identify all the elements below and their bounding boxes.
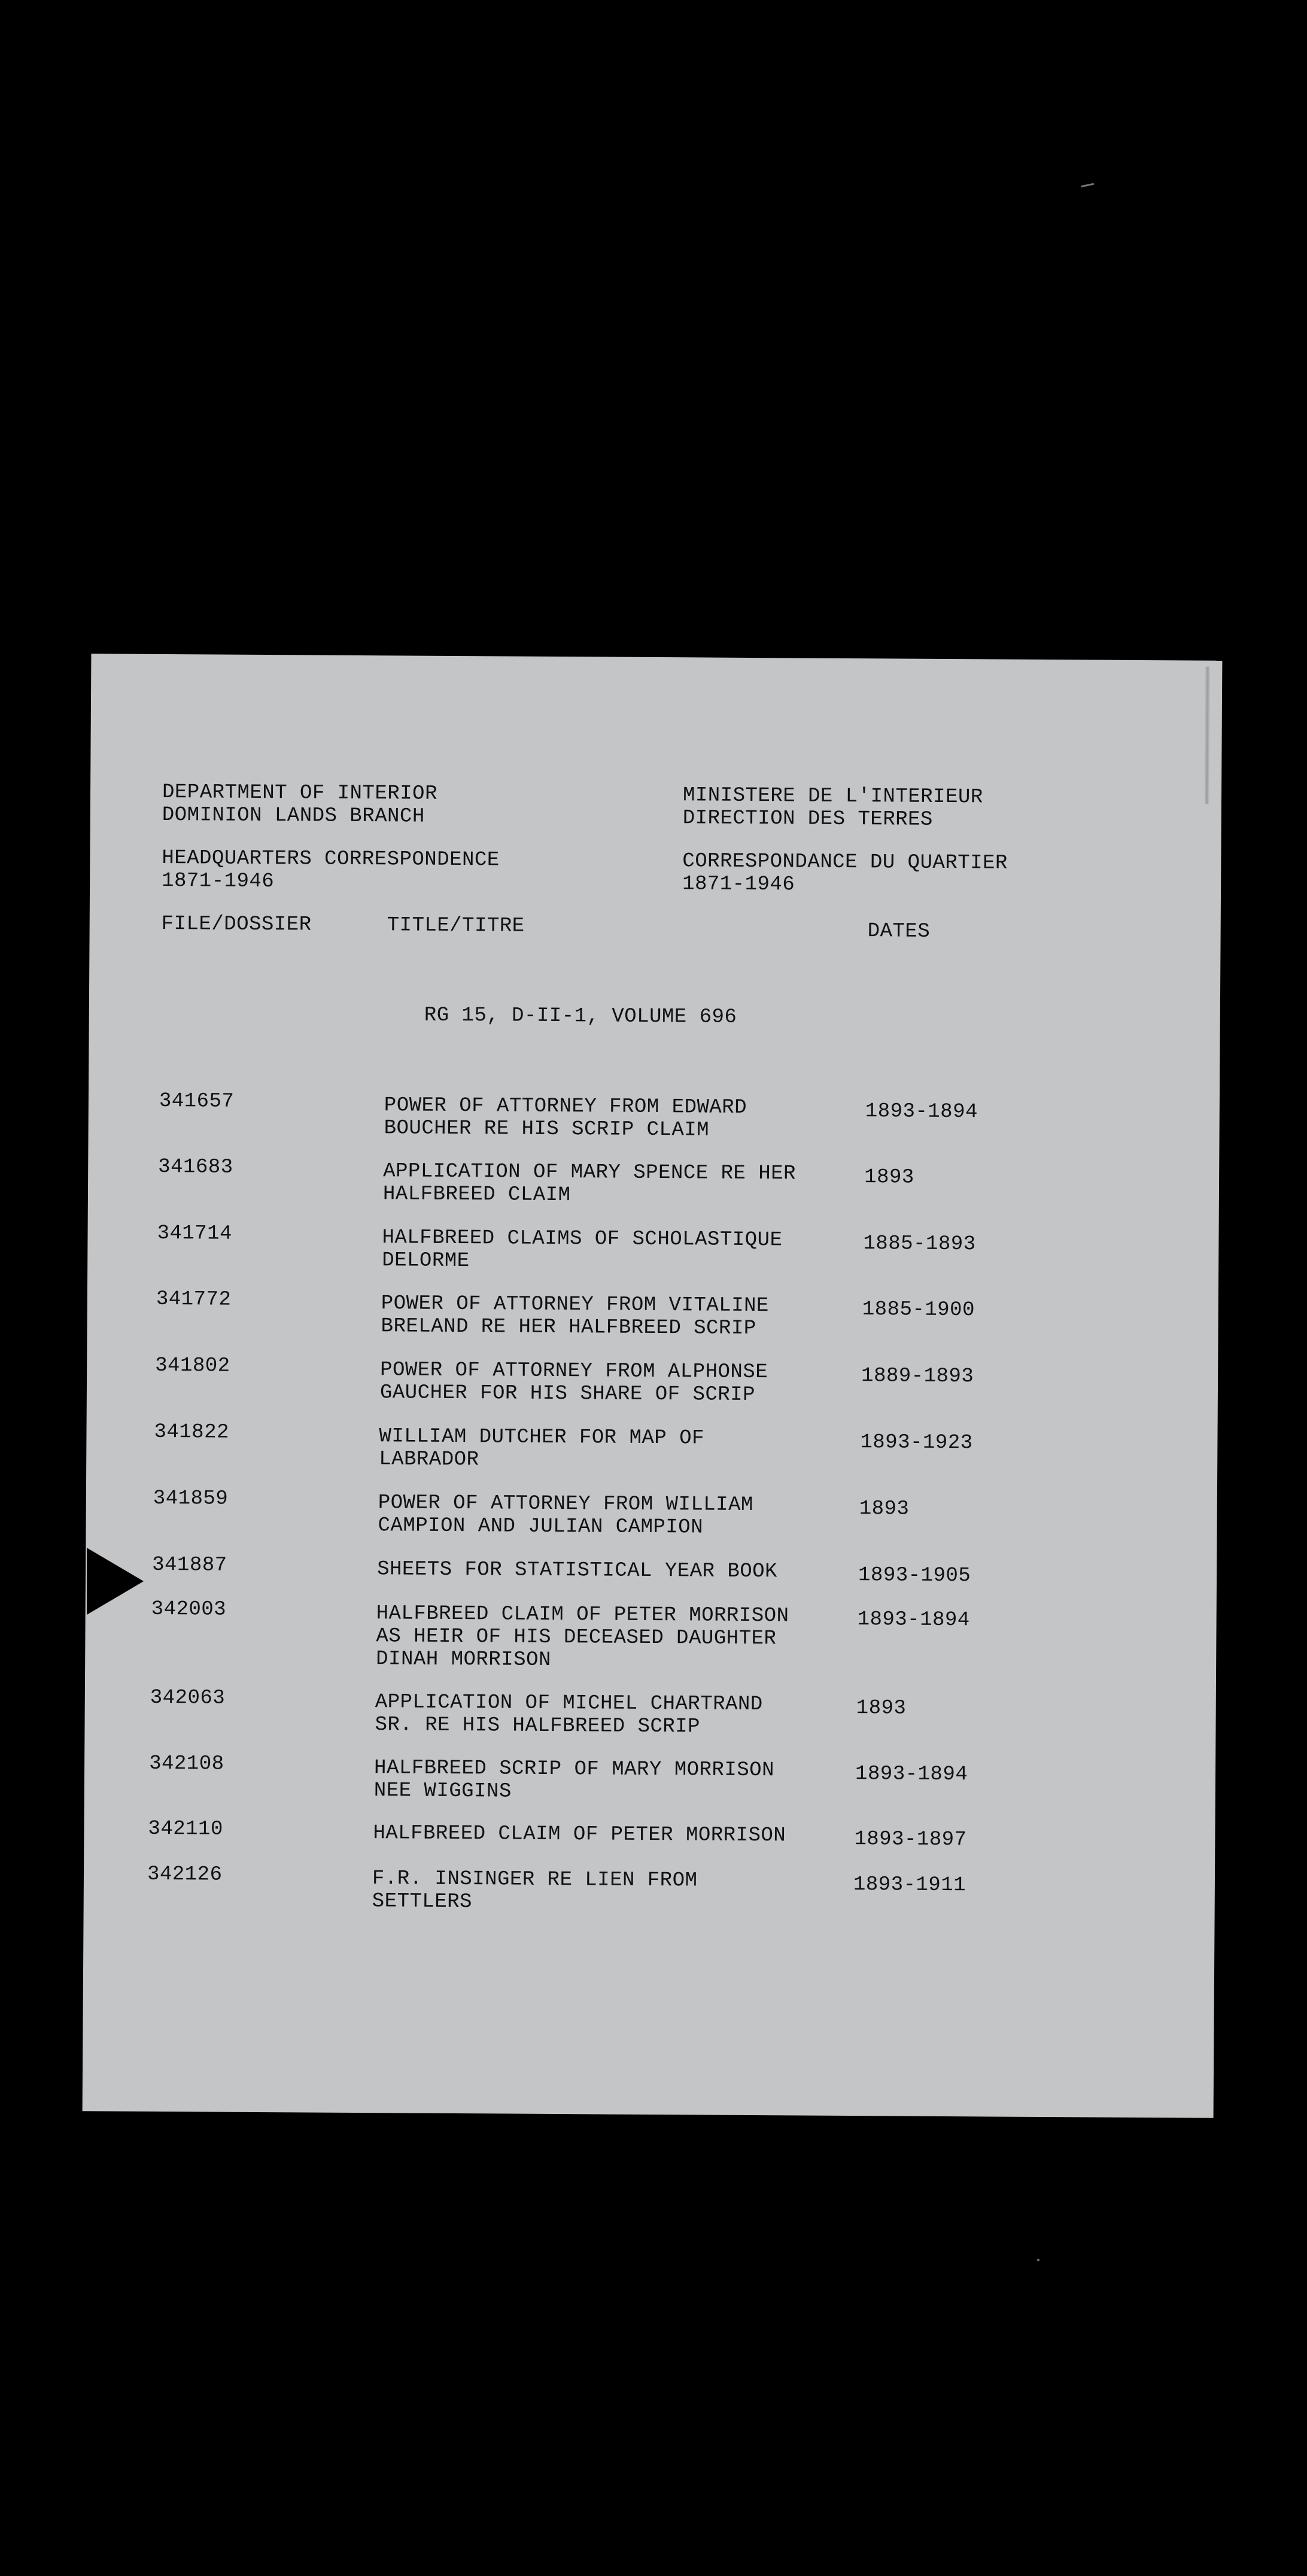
- column-header-title: TITLE/TITRE: [387, 914, 525, 938]
- row-title-line: DELORME: [382, 1249, 470, 1273]
- row-title-line: POWER OF ATTORNEY FROM EDWARD: [384, 1094, 747, 1119]
- row-title-line: APPLICATION OF MICHEL CHARTRAND: [375, 1691, 763, 1717]
- row-dates: 1893-1894: [857, 1608, 970, 1632]
- row-file-number: 341822: [154, 1420, 230, 1444]
- row-dates: 1885-1900: [862, 1298, 975, 1322]
- column-header-dates: DATES: [867, 920, 931, 943]
- row-dates: 1893: [859, 1497, 910, 1521]
- column-header-file: FILE/DOSSIER: [161, 912, 312, 937]
- header-direction: DIRECTION DES TERRES: [682, 807, 933, 831]
- row-file-number: 342063: [150, 1686, 226, 1710]
- row-dates: 1885-1893: [863, 1232, 976, 1256]
- row-title-line: HALFBREED SCRIP OF MARY MORRISON: [373, 1757, 775, 1782]
- header-series-fr-years: 1871-1946: [682, 873, 795, 897]
- header-branch: DOMINION LANDS BRANCH: [162, 803, 425, 828]
- row-dates: 1889-1893: [861, 1365, 974, 1389]
- row-file-number: 342003: [151, 1597, 227, 1621]
- row-title-line: BRELAND RE HER HALFBREED SCRIP: [381, 1315, 756, 1341]
- page-notch-marker: [87, 1548, 144, 1615]
- row-title-line: GAUCHER FOR HIS SHARE OF SCRIP: [379, 1381, 756, 1407]
- row-title-line: HALFBREED CLAIMS OF SCHOLASTIQUE: [382, 1226, 783, 1252]
- row-title-line: BOUCHER RE HIS SCRIP CLAIM: [384, 1117, 710, 1142]
- row-title-line: HALFBREED CLAIM: [382, 1183, 571, 1207]
- row-title-line: DINAH MORRISON: [376, 1648, 551, 1672]
- row-title-line: LABRADOR: [379, 1448, 479, 1472]
- row-dates: 1893-1894: [855, 1763, 968, 1787]
- row-dates: 1893: [856, 1697, 907, 1720]
- row-title-line: SETTLERS: [372, 1890, 473, 1914]
- row-title-line: HALFBREED CLAIM OF PETER MORRISON: [373, 1822, 786, 1848]
- header-series-fr: CORRESPONDANCE DU QUARTIER: [682, 850, 1008, 875]
- row-title-line: AS HEIR OF HIS DECEASED DAUGHTER: [376, 1625, 777, 1651]
- sheet-edge: [1205, 667, 1210, 804]
- row-file-number: 341683: [158, 1155, 233, 1179]
- row-file-number: 341714: [157, 1222, 233, 1246]
- row-dates: 1893-1897: [854, 1828, 967, 1852]
- row-title-line: POWER OF ATTORNEY FROM ALPHONSE: [380, 1359, 768, 1384]
- row-dates: 1893-1911: [853, 1873, 966, 1897]
- header-ministere: MINISTERE DE L'INTERIEUR: [682, 784, 983, 809]
- row-dates: 1893-1923: [860, 1431, 973, 1455]
- header-series: HEADQUARTERS CORRESPONDENCE: [162, 846, 500, 872]
- row-file-number: 341859: [153, 1487, 229, 1511]
- row-title-line: SR. RE HIS HALFBREED SCRIP: [375, 1714, 701, 1739]
- scan-speck: [1037, 2259, 1039, 2261]
- row-title-line: CAMPION AND JULIAN CAMPION: [378, 1514, 704, 1539]
- row-file-number: 341772: [156, 1287, 232, 1311]
- row-title-line: WILLIAM DUTCHER FOR MAP OF: [379, 1425, 705, 1450]
- row-title-line: F.R. INSINGER RE LIEN FROM: [372, 1867, 698, 1892]
- row-title-line: POWER OF ATTORNEY FROM VITALINE: [381, 1292, 769, 1318]
- row-title-line: APPLICATION OF MARY SPENCE RE HER: [383, 1160, 797, 1186]
- row-dates: 1893-1894: [865, 1100, 978, 1124]
- row-title-line: POWER OF ATTORNEY FROM WILLIAM: [378, 1491, 754, 1517]
- row-title-line: SHEETS FOR STATISTICAL YEAR BOOK: [377, 1558, 778, 1584]
- header-department: DEPARTMENT OF INTERIOR: [162, 780, 438, 806]
- row-file-number: 341802: [155, 1354, 230, 1378]
- volume-heading: RG 15, D-II-1, VOLUME 696: [424, 1004, 737, 1029]
- row-file-number: 342126: [147, 1863, 223, 1887]
- row-dates: 1893: [864, 1166, 914, 1189]
- row-file-number: 342108: [149, 1752, 224, 1776]
- row-dates: 1893-1905: [858, 1564, 971, 1588]
- row-file-number: 341887: [152, 1553, 227, 1577]
- row-title-line: HALFBREED CLAIM OF PETER MORRISON: [376, 1602, 789, 1628]
- header-series-years: 1871-1946: [162, 869, 275, 894]
- scan-speck: [1081, 183, 1094, 188]
- row-file-number: 342110: [148, 1817, 223, 1841]
- row-title-line: NEE WIGGINS: [373, 1779, 512, 1803]
- row-file-number: 341657: [159, 1089, 235, 1113]
- document-sheet: [83, 654, 1223, 2118]
